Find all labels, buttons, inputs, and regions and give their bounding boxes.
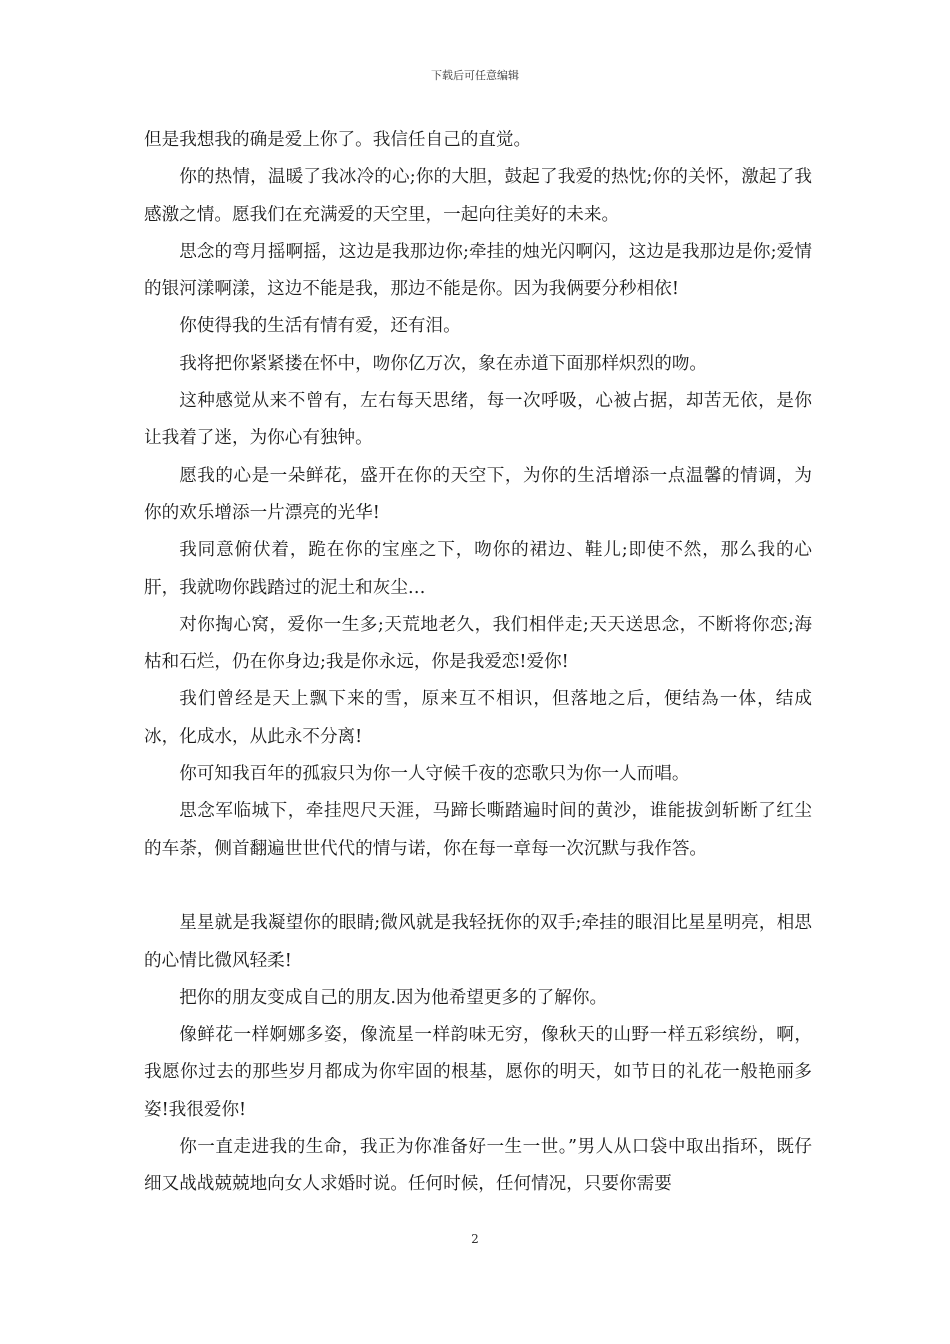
paragraph-15: 像鲜花一样婀娜多姿，像流星一样韵味无穷，像秋天的山野一样五彩缤纷，啊，我愿你过去的那些岁月都成为你牢固的根基，愿你的明天，如节日的礼花一般艳丽多姿!我很爱你! bbox=[144, 1025, 812, 1120]
blank-line bbox=[144, 868, 812, 905]
paragraph-7: 愿我的心是一朵鲜花，盛开在你的天空下，为你的生活增添一点温馨的情调，为你的欢乐增添一片漂亮的光华! bbox=[144, 465, 812, 523]
paragraph-14: 把你的朋友变成自己的朋友.因为他希望更多的了解你。 bbox=[179, 987, 608, 1008]
paragraph-13: 星星就是我凝望你的眼睛;微风就是我轻抚你的双手;牵挂的眼泪比星星明亮，相思的心情比微风轻柔! bbox=[144, 913, 812, 971]
paragraph-5: 我将把你紧紧搂在怀中，吻你亿万次，象在赤道下面那样炽烈的吻。 bbox=[179, 353, 708, 374]
paragraph-16: 你一直走进我的生命，我正为你准备好一生一世。”男人从口袋中取出指环，既仔细又战战兢兢地向女人求婚时说。任何时候，任何情况，只要你需要 bbox=[144, 1137, 812, 1195]
page-number: 2 bbox=[471, 1232, 479, 1246]
paragraph-6: 这种感觉从来不曾有，左右每天思绪，每一次呼吸，心被占据，却苦无依，是你让我着了迷，为你心有独钟。 bbox=[144, 391, 812, 449]
paragraph-3: 思念的弯月摇啊摇，这边是我那边你;牵挂的烛光闪啊闪，这边是我那边是你;爱情的银河漾啊漾，这边不能是我，那边不能是你。因为我俩要分秒相依! bbox=[144, 241, 812, 300]
paragraph-9: 对你掏心窝，爱你一生多;天荒地老久，我们相伴走;天天送思念，不断将你恋;海枯和石烂，仍在你身边;我是你永远，你是我爱恋!爱你! bbox=[144, 614, 812, 673]
paragraph-2: 你的热情，温暖了我冰冷的心;你的大胆，鼓起了我爱的热忱;你的关怀，激起了我感激之情。愿我们在充满爱的天空里，一起向往美好的未来。 bbox=[144, 167, 812, 225]
document-body bbox=[144, 122, 812, 1204]
paragraph-1: 但是我想我的确是爱上你了。我信任自己的直觉。 bbox=[144, 130, 532, 150]
paragraph-12: 思念军临城下，牵挂咫尺天涯，马蹄长嘶踏遍时间的黄沙，谁能拔剑斩断了红尘的车荼，侧首翻遍世世代代的情与诺，你在每一章每一次沉默与我作答。 bbox=[144, 801, 812, 859]
paragraph-11: 你可知我百年的孤寂只为你一人守候千夜的恋歌只为你一人而唱。 bbox=[179, 764, 690, 785]
paragraph-4: 你使得我的生活有情有爱，还有泪。 bbox=[179, 316, 461, 337]
page-header: 下载后可任意编辑 bbox=[431, 69, 519, 82]
paragraph-10: 我们曾经是天上飘下来的雪，原来互不相识，但落地之后，便结為一体，结成冰，化成水，从此永不分离! bbox=[144, 689, 812, 747]
paragraph-8: 我同意俯伏着，跪在你的宝座之下，吻你的裙边、鞋儿;即使不然，那么我的心肝，我就吻你践踏过的泥土和灰尘… bbox=[144, 540, 812, 598]
